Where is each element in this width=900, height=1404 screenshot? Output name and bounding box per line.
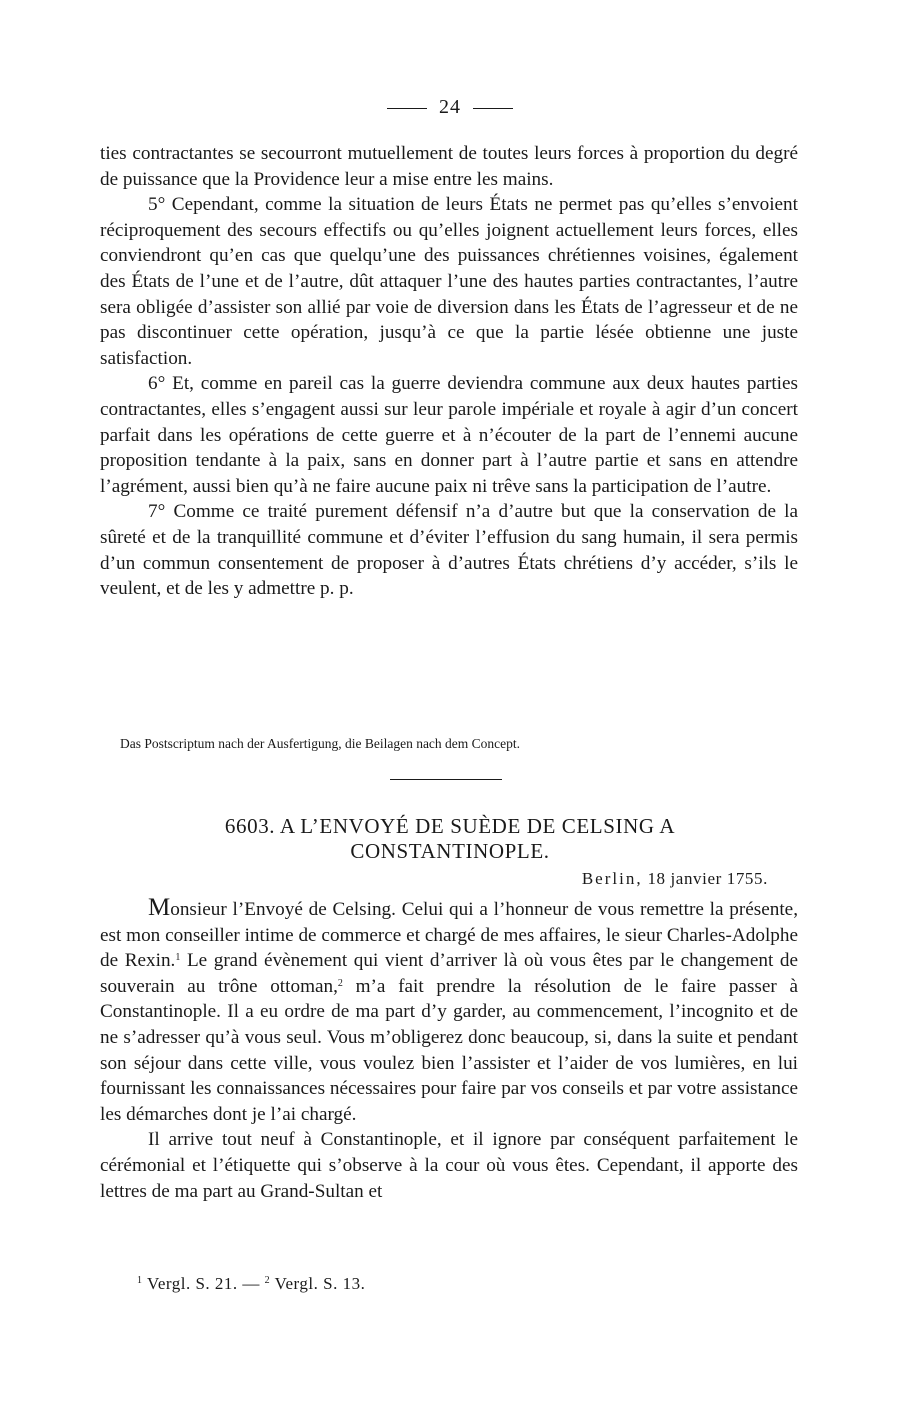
letter-date: 18 janvier 1755. (647, 869, 768, 888)
footnotes (137, 1274, 365, 1294)
letter-body (100, 895, 798, 1204)
footnote-mark: 2 (264, 1275, 271, 1286)
treaty-text (100, 141, 798, 602)
treaty-article-5: 5° Cependant, comme la situation de leurs États ne permet pas qu’elles s’envoient réciproquement des secours effectifs ou qu’elles joignent actuellement leurs forces, elles conviendront qu’en cas que quelqu’une des puissances chrétiennes voisines, également des États de l’une et de l’autre, dût attaquer l’une des hautes parties contractantes, l’autre sera obligée d’assister son allié par voie de diversion dans les États de l’agresseur et de ne pas discontinuer cette opération, jusqu’à ce que la partie lésée obtienne une juste satisfaction. (100, 194, 798, 369)
source-note: Das Postscriptum nach der Ausfertigung, die Beilagen nach dem Concept. (120, 736, 521, 751)
footnote-reference: 2 (337, 977, 343, 989)
initial-letter: M (148, 894, 171, 921)
page-number-dash-right (473, 108, 513, 109)
page-number-value: 24 (439, 96, 461, 118)
treaty-paragraph: ties contractantes se secourront mutuellement de toutes leurs forces à proportion du degré de puissance que la Providence leur a mise entre les mains. (100, 143, 798, 190)
letter-paragraph (100, 895, 798, 1127)
page-number-dash-left (387, 108, 427, 109)
treaty-article-6: 6° Et, comme en pareil cas la guerre deviendra commune aux deux hautes parties contractantes, elles s’engagent aussi sur leur parole impériale et royale à agir d’un concert parfait dans les opérations de cette guerre et à n’écouter de la part de l’ennemi aucune proposition tendante à la paix, sans en donner part à l’autre partie et sans en attendre l’agrément, aussi bien qu’à ne faire aucune paix ni trêve sans la participation de l’autre. (100, 373, 798, 497)
letter-place: Berlin, (581, 869, 643, 888)
letter-heading: 6603. A L’ENVOYÉ DE SUÈDE DE CELSING A CONSTANTINOPLE. (224, 814, 676, 863)
letter-text-part: m’a fait prendre la résolution de le faire passer à Constantinople. Il a eu ordre de ma part d’y garder, au commencement, l’incognito et de ne s’adresser qu’à vous seul. Vous m’obligerez donc beaucoup, si, dans la suite et pendant son séjour dans cette ville, vous voulez bien l’assister et l’aider de vos lumières, en lui fournissant les connaissances nécessaires pour faire par vos conseils et par votre assistance les démarches dont je l’ai chargé. (100, 975, 798, 1125)
footnote-text: Vergl. S. 13. (270, 1274, 366, 1293)
footnote-text: Vergl. S. 21. — (142, 1274, 265, 1293)
footnote-reference: 1 (175, 952, 181, 964)
letter-text-part: onsieur l’Envoyé de Celsing. Celui qui a l’honneur de vous remettre la présente, est mon conseiller intime de commerce et chargé de mes affaires, le sieur Charles-Adolphe de Rexin. (100, 899, 798, 972)
treaty-article-7: 7° Comme ce traité purement défensif n’a d’autre but que la conservation de la sûreté et de la tranquillité commune et d’éviter l’effusion du sang humain, il sera permis d’un commun consentement de proposer à d’autres États chrétiens d’y accéder, s’ils le veulent, et de les y admettre p. p. (100, 501, 798, 600)
section-divider (390, 779, 502, 780)
letter-paragraph: Il arrive tout neuf à Constantinople, et il ignore par conséquent parfaitement le cérémonial et l’étiquette qui s’observe à la cour où vous êtes. Cependant, il apporte des lettres de ma part au Grand-Sultan et (100, 1129, 798, 1202)
letter-dateline (582, 869, 768, 889)
footnote-mark: 1 (137, 1275, 143, 1286)
letter-text-part: Le grand évènement qui vient d’arriver là où vous êtes par le changement de souverain au trône ottoman, (100, 950, 798, 997)
page-number (0, 96, 900, 119)
